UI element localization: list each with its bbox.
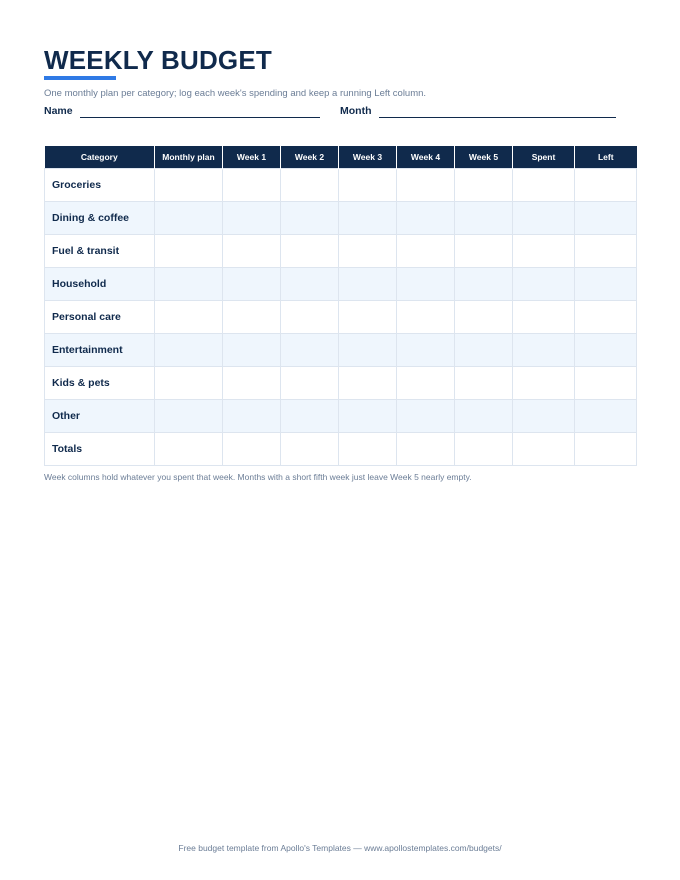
month-label: Month [340, 105, 372, 117]
budget-table [44, 146, 637, 466]
table-header-row [45, 146, 637, 169]
cell-week-5[interactable] [455, 169, 513, 202]
table-row [45, 202, 637, 235]
cell-week-3[interactable] [339, 235, 397, 268]
footer-credit: Free budget template from Apollo's Templates — www.apollostemplates.com/budgets/ [178, 843, 502, 853]
cell-week-4[interactable] [397, 202, 455, 235]
cell-week-4[interactable] [397, 268, 455, 301]
cell-monthly-plan[interactable] [155, 334, 223, 367]
category-label: Other [45, 400, 155, 433]
cell-monthly-plan[interactable] [155, 400, 223, 433]
cell-week-2[interactable] [281, 202, 339, 235]
category-label: Household [45, 268, 155, 301]
cell-week-1[interactable] [223, 268, 281, 301]
table-row [45, 268, 637, 301]
cell-left[interactable] [575, 334, 637, 367]
cell-week-5[interactable] [455, 400, 513, 433]
cell-week-5[interactable] [455, 202, 513, 235]
cell-week-3[interactable] [339, 169, 397, 202]
cell-week-5[interactable] [455, 367, 513, 400]
category-label: Fuel & transit [45, 235, 155, 268]
page-subtitle: One monthly plan per category; log each week's spending and keep a running Left column. [44, 88, 427, 99]
category-label: Kids & pets [45, 367, 155, 400]
cell-week-2[interactable] [281, 169, 339, 202]
cell-week-1[interactable] [223, 400, 281, 433]
column-header-category: Category [45, 146, 155, 169]
cell-week-2[interactable] [281, 268, 339, 301]
month-field[interactable] [379, 117, 616, 118]
column-header-monthly-plan: Monthly plan [155, 146, 223, 169]
table-note: Week columns hold whatever you spent that week. Months with a short fifth week just leave Week 5 nearly empty. [44, 472, 472, 482]
name-field[interactable] [80, 117, 320, 118]
column-header-week-4: Week 4 [397, 146, 455, 169]
cell-monthly-plan[interactable] [155, 169, 223, 202]
cell-week-4[interactable] [397, 334, 455, 367]
cell-monthly-plan[interactable] [155, 367, 223, 400]
cell-week-3[interactable] [339, 301, 397, 334]
cell-spent[interactable] [513, 169, 575, 202]
cell-week-1[interactable] [223, 367, 281, 400]
column-header-week-5: Week 5 [455, 146, 513, 169]
cell-monthly-plan[interactable] [155, 202, 223, 235]
cell-week-2[interactable] [281, 433, 339, 466]
cell-monthly-plan[interactable] [155, 301, 223, 334]
table-row [45, 301, 637, 334]
cell-spent[interactable] [513, 202, 575, 235]
cell-week-3[interactable] [339, 268, 397, 301]
cell-spent[interactable] [513, 268, 575, 301]
cell-spent[interactable] [513, 334, 575, 367]
table-row [45, 433, 637, 466]
table-row [45, 334, 637, 367]
cell-week-4[interactable] [397, 367, 455, 400]
cell-spent[interactable] [513, 400, 575, 433]
cell-week-1[interactable] [223, 169, 281, 202]
column-header-week-1: Week 1 [223, 146, 281, 169]
cell-week-2[interactable] [281, 334, 339, 367]
cell-left[interactable] [575, 301, 637, 334]
column-header-left: Left [575, 146, 637, 169]
cell-week-1[interactable] [223, 235, 281, 268]
category-label: Dining & coffee [45, 202, 155, 235]
cell-week-4[interactable] [397, 301, 455, 334]
table-row [45, 235, 637, 268]
cell-week-4[interactable] [397, 169, 455, 202]
cell-spent[interactable] [513, 235, 575, 268]
cell-week-5[interactable] [455, 301, 513, 334]
cell-week-3[interactable] [339, 400, 397, 433]
column-header-week-2: Week 2 [281, 146, 339, 169]
table-row [45, 367, 637, 400]
cell-left[interactable] [575, 235, 637, 268]
column-header-week-3: Week 3 [339, 146, 397, 169]
page-title: WEEKLY BUDGET [44, 45, 272, 75]
cell-week-2[interactable] [281, 367, 339, 400]
cell-spent[interactable] [513, 301, 575, 334]
cell-spent[interactable] [513, 433, 575, 466]
cell-week-5[interactable] [455, 235, 513, 268]
column-header-spent: Spent [513, 146, 575, 169]
cell-week-4[interactable] [397, 433, 455, 466]
cell-left[interactable] [575, 202, 637, 235]
cell-week-2[interactable] [281, 235, 339, 268]
cell-week-4[interactable] [397, 235, 455, 268]
category-label: Groceries [45, 169, 155, 202]
cell-week-2[interactable] [281, 400, 339, 433]
table-row [45, 400, 637, 433]
cell-week-2[interactable] [281, 301, 339, 334]
cell-left[interactable] [575, 400, 637, 433]
cell-week-3[interactable] [339, 202, 397, 235]
cell-week-5[interactable] [455, 334, 513, 367]
cell-week-1[interactable] [223, 433, 281, 466]
cell-left[interactable] [575, 169, 637, 202]
cell-spent[interactable] [513, 367, 575, 400]
category-label: Totals [45, 433, 155, 466]
cell-week-5[interactable] [455, 433, 513, 466]
cell-left[interactable] [575, 433, 637, 466]
cell-left[interactable] [575, 268, 637, 301]
cell-week-1[interactable] [223, 334, 281, 367]
category-label: Personal care [45, 301, 155, 334]
cell-week-1[interactable] [223, 202, 281, 235]
cell-week-1[interactable] [223, 301, 281, 334]
cell-week-5[interactable] [455, 268, 513, 301]
cell-monthly-plan[interactable] [155, 433, 223, 466]
category-label: Entertainment [45, 334, 155, 367]
cell-left[interactable] [575, 367, 637, 400]
cell-week-3[interactable] [339, 433, 397, 466]
title-accent-bar [44, 76, 116, 80]
cell-monthly-plan[interactable] [155, 268, 223, 301]
cell-week-4[interactable] [397, 400, 455, 433]
cell-week-3[interactable] [339, 367, 397, 400]
table-row [45, 169, 637, 202]
cell-week-3[interactable] [339, 334, 397, 367]
name-label: Name [44, 105, 73, 117]
cell-monthly-plan[interactable] [155, 235, 223, 268]
